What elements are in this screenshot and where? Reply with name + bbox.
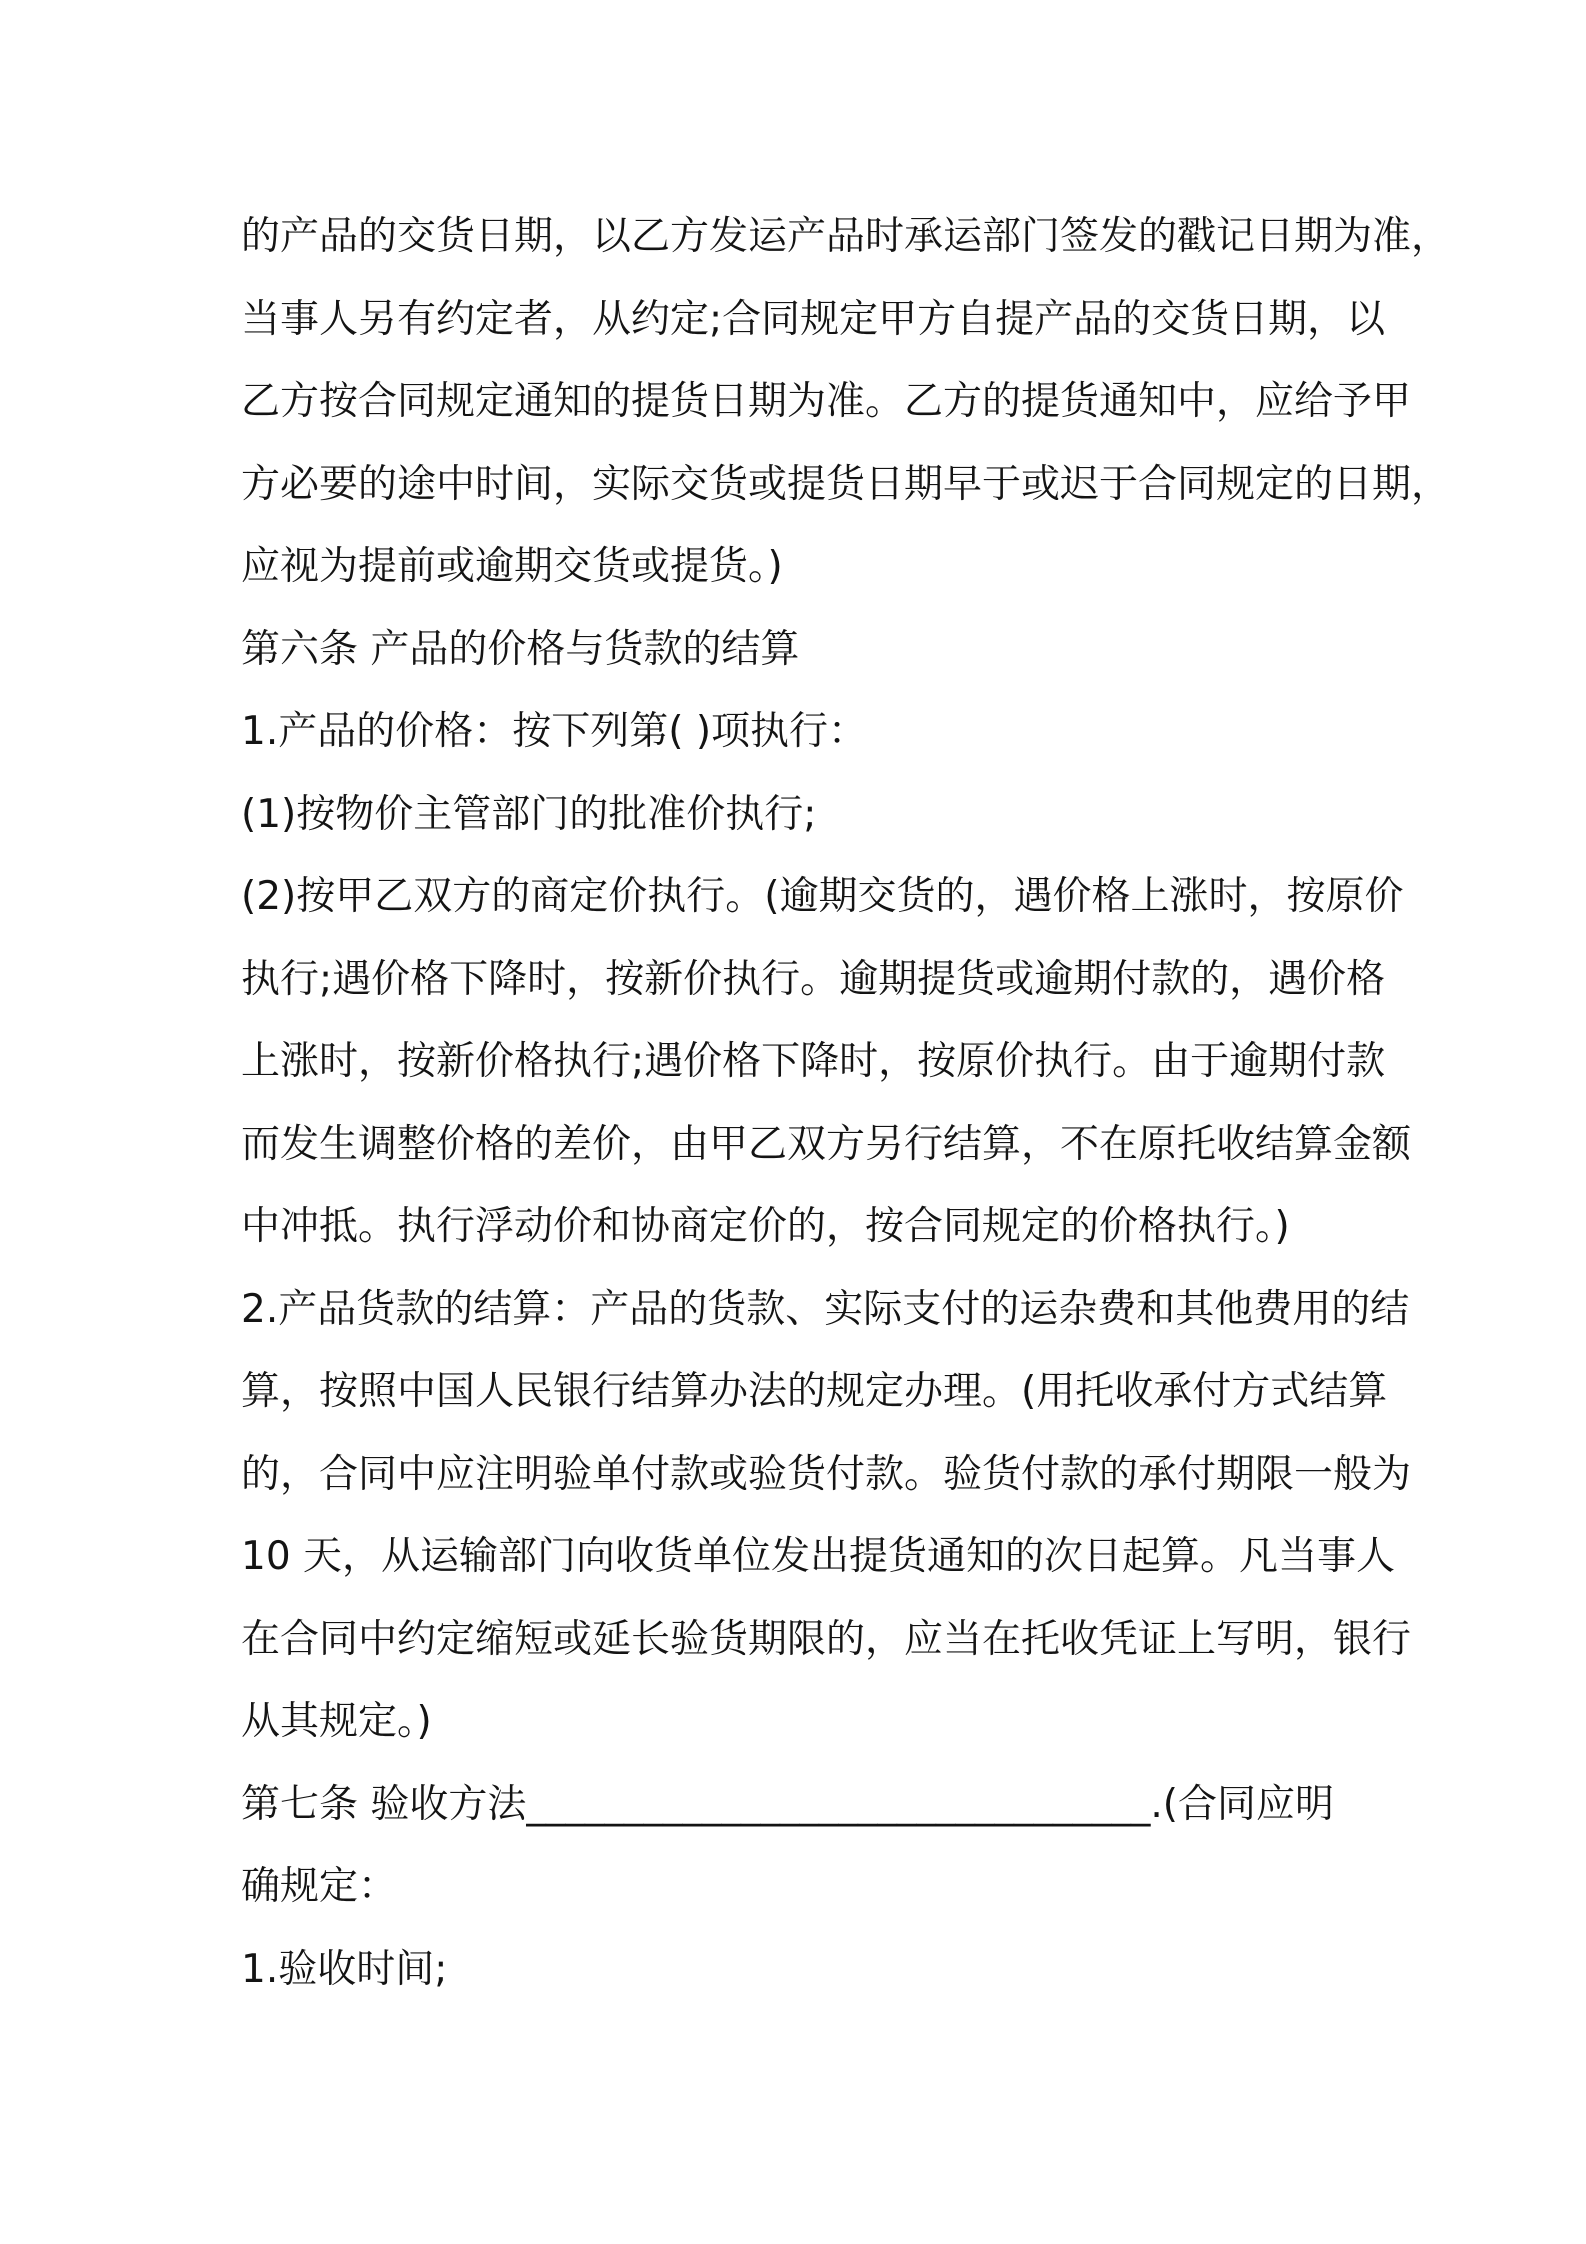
text-line: 1.验收时间; — [241, 1946, 448, 1992]
text-line: 从其规定。) — [241, 1699, 432, 1744]
text-line: (1)按物价主管部门的批准价执行; — [241, 791, 817, 837]
text-line: 1.产品的价格：按下列第( )项执行： — [241, 709, 868, 754]
text-line: 乙方按合同规定通知的提货日期为准。乙方的提货通知中，应给予甲 — [241, 379, 1412, 424]
text-line: 中冲抵。执行浮动价和协商定价的，按合同规定的价格执行。) — [241, 1204, 1290, 1249]
text-line: 当事人另有约定者，从约定;合同规定甲方自提产品的交货日期，以 — [241, 296, 1386, 342]
text-line: 在合同中约定缩短或延长验货期限的，应当在托收凭证上写明，银行 — [241, 1616, 1412, 1662]
contract-text-block — [241, 196, 1451, 2011]
text-line: 确规定： — [241, 1864, 398, 1909]
text-line: 的，合同中应注明验单付款或验货付款。验货付款的承付期限一般为 — [241, 1451, 1412, 1497]
text-line: 应视为提前或逾期交货或提货。) — [241, 544, 783, 589]
text-line: 上涨时，按新价格执行;遇价格下降时，按原价执行。由于逾期付款 — [241, 1039, 1386, 1084]
article-7-heading: 第七条 验收方法________________________________.(合同应明 — [241, 1781, 1335, 1827]
text-line: (2)按甲乙双方的商定价执行。(逾期交货的，遇价格上涨时，按原价 — [241, 874, 1404, 919]
text-line: 算，按照中国人民银行结算办法的规定办理。(用托收承付方式结算 — [241, 1369, 1388, 1414]
text-line: 而发生调整价格的差价，由甲乙双方另行结算，不在原托收结算金额 — [241, 1121, 1412, 1167]
text-line: 2.产品货款的结算：产品的货款、实际支付的运杂费和其他费用的结 — [241, 1286, 1410, 1332]
article-6-heading: 第六条 产品的价格与货款的结算 — [241, 626, 800, 672]
text-line: 方必要的途中时间，实际交货或提货日期早于或迟于合同规定的日期， — [241, 461, 1451, 507]
text-line: 的产品的交货日期，以乙方发运产品时承运部门签发的戳记日期为准， — [241, 214, 1451, 259]
text-line: 执行;遇价格下降时，按新价执行。逾期提货或逾期付款的，遇价格 — [241, 956, 1386, 1002]
text-line: 10 天，从运输部门向收货单位发出提货通知的次日起算。凡当事人 — [241, 1534, 1396, 1579]
